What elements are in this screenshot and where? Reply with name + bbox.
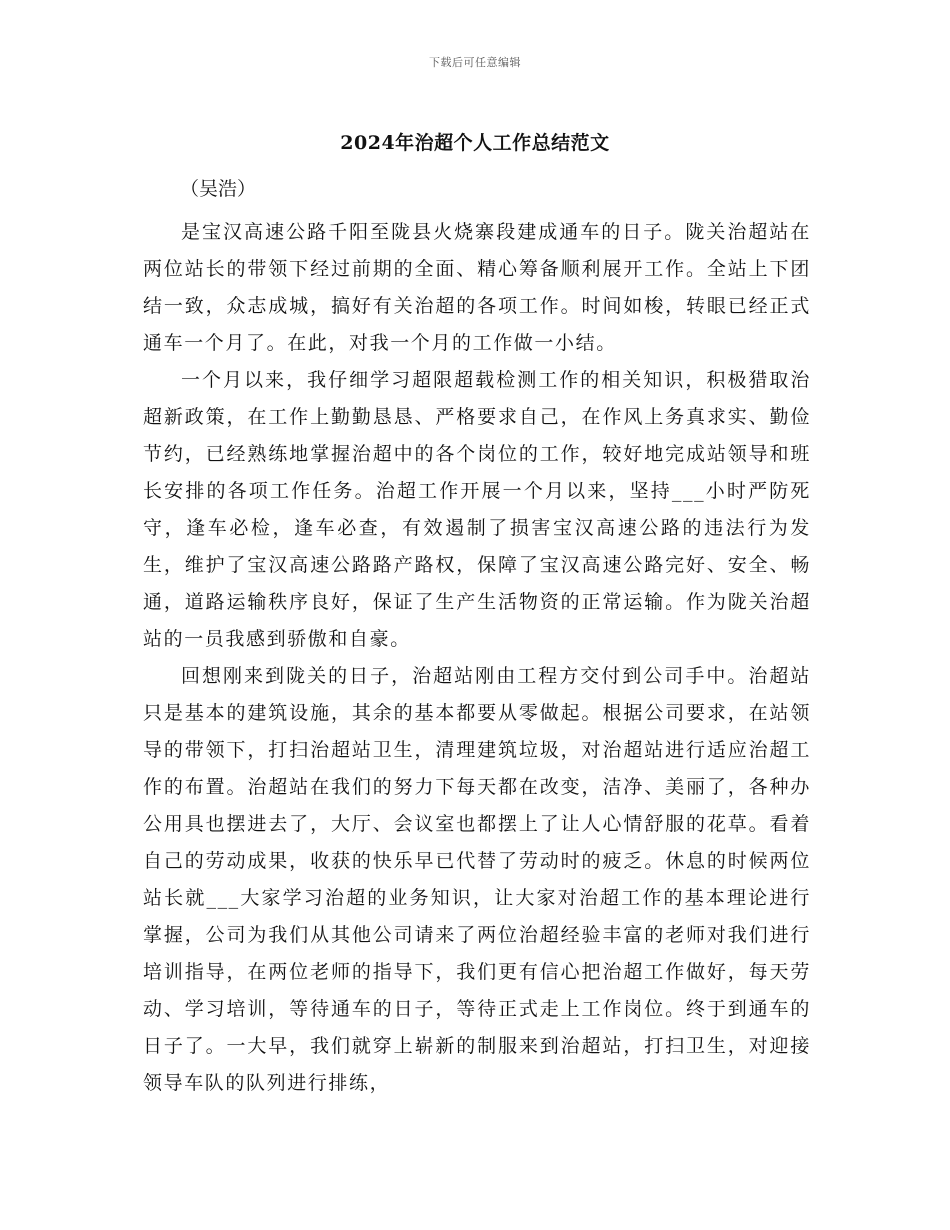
paragraph-3: 回想刚来到陇关的日子，治超站刚由工程方交付到公司手中。治超站只是基本的建筑设施，其余的基本都要从零做起。根据公司要求，在站领导的带领下，打扫治超站卫生，清理建筑垃圾，对治超站进行适应治超工作的布置。治超站在我们的努力下每天都在改变，洁净、美丽了，各种办公用具也摆进去了，大厅、会议室也都摆上了让人心情舒服的花草。看着自己的劳动成果，收获的快乐早已代替了劳动时的疲乏。休息的时候两位站长就___大家学习治超的业务知识，让大家对治超工作的基本理论进行掌握，公司为我们从其他公司请来了两位治超经验丰富的老师对我们进行培训指导，在两位老师的指导下，我们更有信心把治超工作做好，每天劳动、学习培训，等待通车的日子，等待正式走上工作岗位。终于到通车的日子了。一大早，我们就穿上崭新的制服来到治超站，打扫卫生，对迎接领导车队的队列进行排练， xyxy=(143,665,811,1094)
document-author: （吴浩） xyxy=(180,178,257,200)
page-header-note: 下载后可任意编辑 xyxy=(429,56,521,69)
paragraph-1: 是宝汉高速公路千阳至陇县火烧寨段建成通车的日子。陇关治超站在两位站长的带领下经过前期的全面、精心筹备顺利展开工作。全站上下团结一致，众志成城，搞好有关治超的各项工作。时间如梭，转眼已经正式通车一个月了。在此，对我一个月的工作做一小结。 xyxy=(143,221,811,354)
document-body xyxy=(143,214,811,1102)
document-title: 2024年治超个人工作总结范文 xyxy=(340,132,610,154)
paragraph-2: 一个月以来，我仔细学习超限超载检测工作的相关知识，积极猎取治超新政策，在工作上勤勤恳恳、严格要求自己，在作风上务真求实、勤俭节约，已经熟练地掌握治超中的各个岗位的工作，较好地完成站领导和班长安排的各项工作任务。治超工作开展一个月以来，坚持___小时严防死守，逢车必检，逢车必查，有效遏制了损害宝汉高速公路的违法行为发生，维护了宝汉高速公路路产路权，保障了宝汉高速公路完好、安全、畅通，道路运输秩序良好，保证了生产生活物资的正常运输。作为陇关治超站的一员我感到骄傲和自豪。 xyxy=(143,369,811,650)
